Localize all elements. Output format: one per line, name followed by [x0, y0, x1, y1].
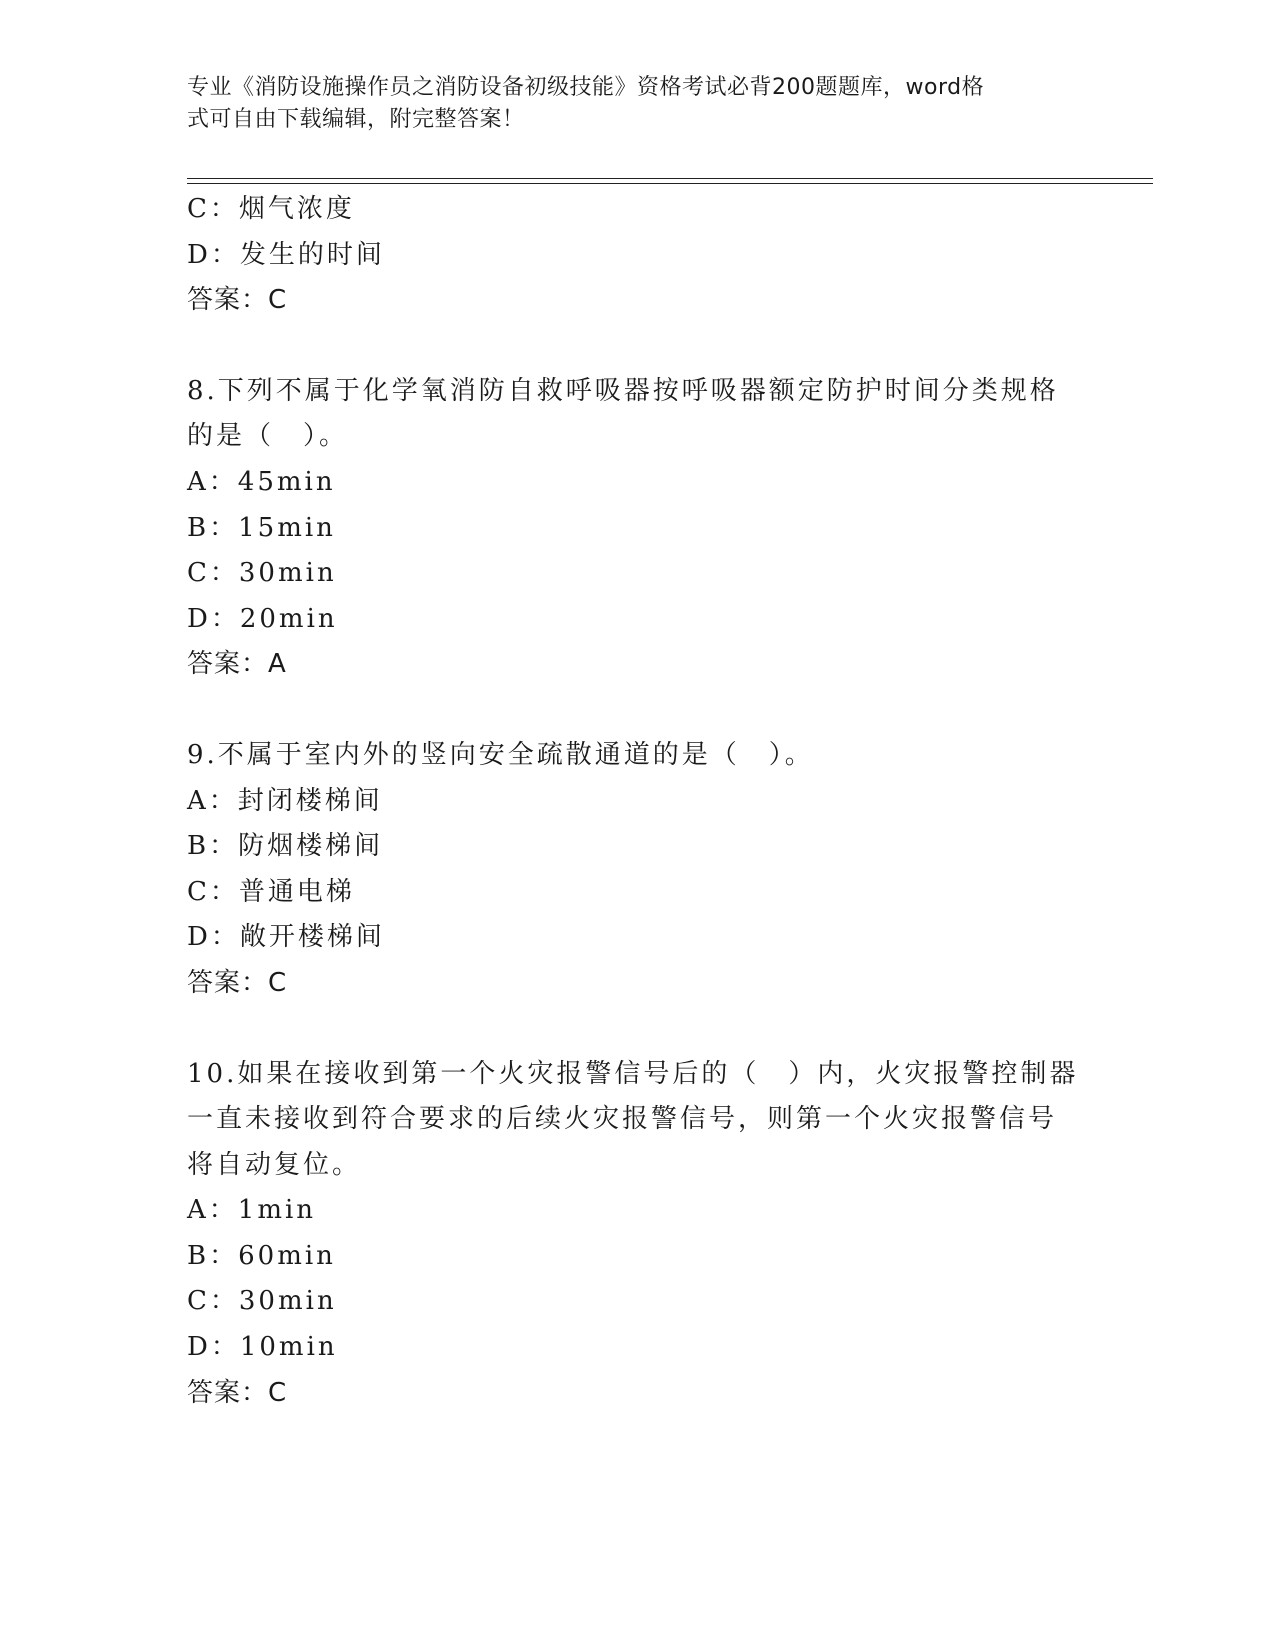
header-divider-bottom [187, 183, 1153, 184]
question-10 [187, 1052, 1087, 1417]
option-c: C：30min [187, 1286, 337, 1317]
question-9 [187, 733, 1087, 1007]
option-b: B：60min [187, 1240, 336, 1271]
option-a: A：1min [187, 1195, 317, 1226]
header-line-1: 专业《消防设施操作员之消防设备初级技能》资格考试必背200题题库，word格 [187, 75, 985, 100]
option-b: B：防烟楼梯间 [187, 831, 384, 862]
option-d: D：10min [187, 1332, 338, 1363]
option-c: C：30min [187, 558, 337, 589]
spacer [187, 324, 1087, 369]
answer-line: 答案：A [187, 649, 287, 680]
question-stem-line: 10.如果在接收到第一个火灾报警信号后的（ ）内，火灾报警控制器 [187, 1058, 1079, 1089]
option-a: A：封闭楼梯间 [187, 785, 383, 816]
option-a: A：45min [187, 466, 336, 497]
header-divider-top [187, 178, 1153, 179]
option-d: D：20min [187, 603, 338, 634]
question-8 [187, 369, 1087, 688]
question-stem-line: 的是（ ）。 [187, 421, 349, 452]
header-line-2: 式可自由下载编辑，附完整答案！ [187, 107, 525, 132]
answer-line: 答案：C [187, 967, 288, 998]
option-d: D：敞开楼梯间 [187, 922, 385, 953]
answer-line: 答案：C [187, 285, 288, 316]
option-c: C：普通电梯 [187, 876, 355, 907]
option-d: D：发生的时间 [187, 239, 385, 270]
question-stem-line: 将自动复位。 [187, 1149, 362, 1180]
document-header [187, 72, 1067, 136]
option-c: C：烟气浓度 [187, 194, 355, 224]
question-stem-line: 一直未接收到符合要求的后续火灾报警信号，则第一个火灾报警信号 [187, 1104, 1058, 1135]
question-stem-line: 8.下列不属于化学氧消防自救呼吸器按呼吸器额定防护时间分类规格 [187, 375, 1059, 406]
question-content [187, 187, 1087, 1416]
answer-line: 答案：C [187, 1377, 288, 1408]
previous-question-block [187, 187, 1087, 324]
spacer [187, 688, 1087, 733]
option-b: B：15min [187, 512, 336, 543]
spacer [187, 1007, 1087, 1052]
question-stem-line: 9.不属于室内外的竖向安全疏散通道的是（ ）。 [187, 739, 814, 770]
